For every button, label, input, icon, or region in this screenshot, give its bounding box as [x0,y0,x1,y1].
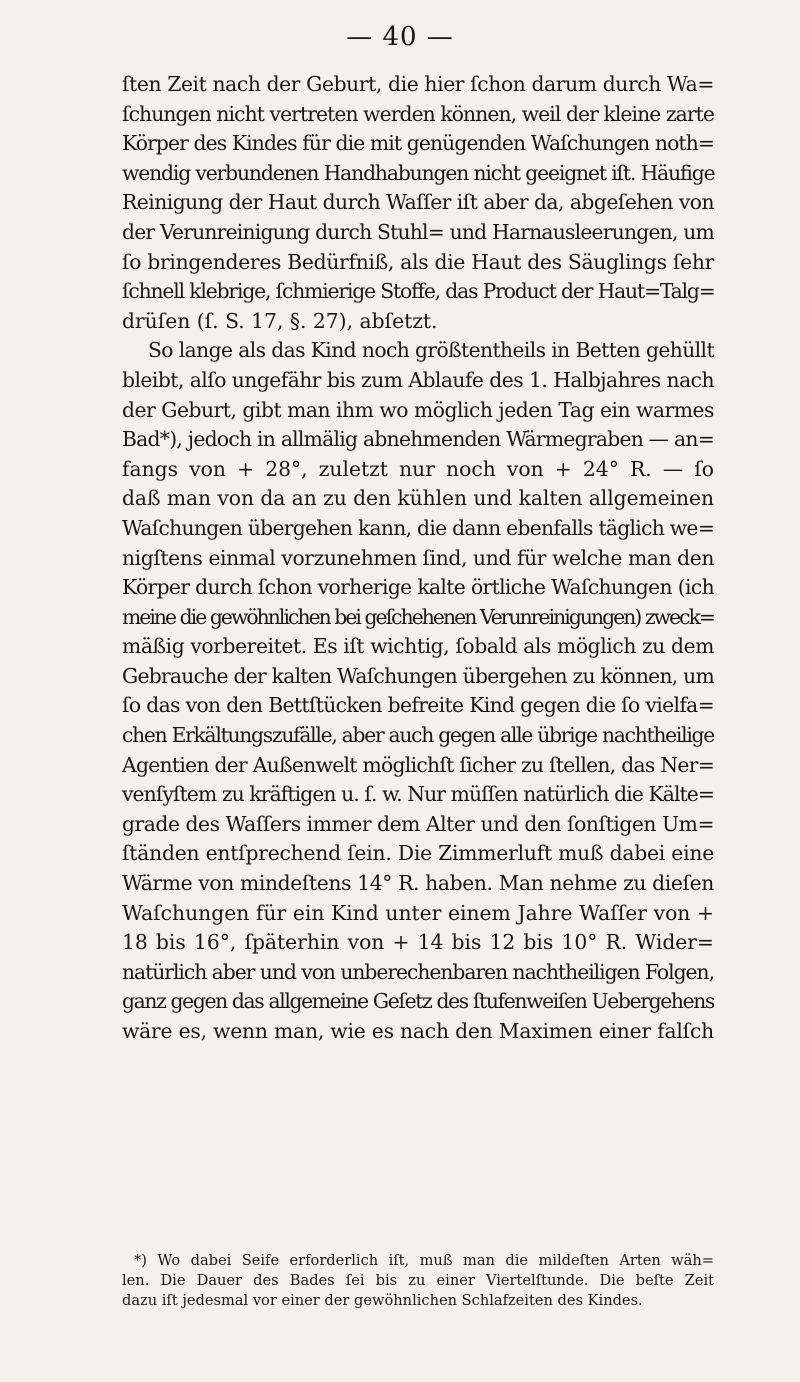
footnote [122,1251,714,1312]
text-line: grade des Waſſers immer dem Alter und den ſonſtigen Um= [122,811,714,836]
text-line: daß man von da an zu den kühlen und kalten allgemeinen [122,486,714,511]
text-line: wendig verbundenen Handhabungen nicht geeignet iſt. Häufige [122,160,715,185]
text-line: Bad*), jedoch in allmälig abnehmenden Wärmegraben — an= [122,427,714,452]
text-line: Waſchungen für ein Kind unter einem Jahre Waſſer von + [122,900,714,925]
text-line: ſo das von den Bettſtücken befreite Kind gegen die ſo vielfa= [122,693,714,718]
text-line: natürlich aber und von unberechenbaren nachtheiligen Folgen, [122,959,714,984]
text-line: Wärme von mindeſtens 14° R. haben. Man nehme zu dieſen [122,871,714,896]
text-line: drüſen (ſ. S. 17, §. 27), abſetzt. [122,308,438,333]
text-line: der Geburt, gibt man ihm wo möglich jeden Tag ein warmes [122,397,714,422]
text-line: nigſtens einmal vorzunehmen ſind, und für welche man den [122,545,714,570]
text-line: 18 bis 16°, ſpäterhin von + 14 bis 12 bis 10° R. Wider= [122,930,714,955]
text-line: Gebrauche der kalten Waſchungen übergehen zu können, um [122,663,714,688]
text-line: bleibt, alſo ungefähr bis zum Ablaufe des 1. Halbjahres nach [122,367,714,392]
text-line: Körper des Kindes für die mit genügenden Waſchungen noth= [122,131,714,156]
text-line: Körper durch ſchon vorherige kalte örtliche Waſchungen (ich [122,575,714,600]
paragraph-start-line: So lange als das Kind noch größtentheils in Betten gehüllt [148,338,714,363]
text-line: ſtänden entſprechend ſein. Die Zimmerluft muß dabei eine [122,841,714,866]
text-line: fangs von + 28°, zuletzt nur noch von + 24° R. — ſo [122,456,714,481]
text-line: mäßig vorbereitet. Es iſt wichtig, ſobald als möglich zu dem [122,634,714,659]
text-line: Reinigung der Haut durch Waſſer iſt aber da, abgeſehen von [122,190,714,215]
body-text [122,70,714,1047]
footnote-line: *) Wo dabei Seife erforderlich iſt, muß man die mildeſten Arten wäh= [134,1252,714,1269]
text-line: chen Erkältungszufälle, aber auch gegen alle übrige nachtheilige [122,723,714,748]
text-line: venſyſtem zu kräftigen u. ſ. w. Nur müſſen natürlich die Kälte= [122,782,714,807]
text-line: Waſchungen übergehen kann, die dann ebenfalls täglich we= [122,515,714,540]
text-line: ſten Zeit nach der Geburt, die hier ſchon darum durch Wa= [122,72,714,96]
text-line: meine die gewöhnlichen bei geſchehenen Verunreinigungen) zweck= [122,604,714,629]
page-number: — 40 — [346,22,454,52]
footnote-line: dazu iſt jedesmal vor einer der gewöhnlichen Schlafzeiten des Kindes. [122,1292,643,1310]
text-line: Agentien der Außenwelt möglichſt ſicher zu ſtellen, das Ner= [122,752,714,777]
text-line: wäre es, wenn man, wie es nach den Maximen einer falſch [122,1019,714,1043]
text-line: ganz gegen das allgemeine Geſetz des ſtufenweiſen Uebergehens [122,989,714,1014]
text-line: der Verunreinigung durch Stuhl= und Harnausleerungen, um [122,219,714,244]
text-line: ſchnell klebrige, ſchmierige Stoffe, das Product der Haut=Talg= [122,279,715,304]
text-line: ſo bringenderes Bedürfniß, als die Haut des Säuglings ſehr [122,249,714,274]
text-line: ſchungen nicht vertreten werden können, weil der kleine zarte [122,101,714,126]
footnote-line: len. Die Dauer des Bades ſei bis zu einer Viertelſtunde. Die beſte Zeit [122,1272,714,1290]
